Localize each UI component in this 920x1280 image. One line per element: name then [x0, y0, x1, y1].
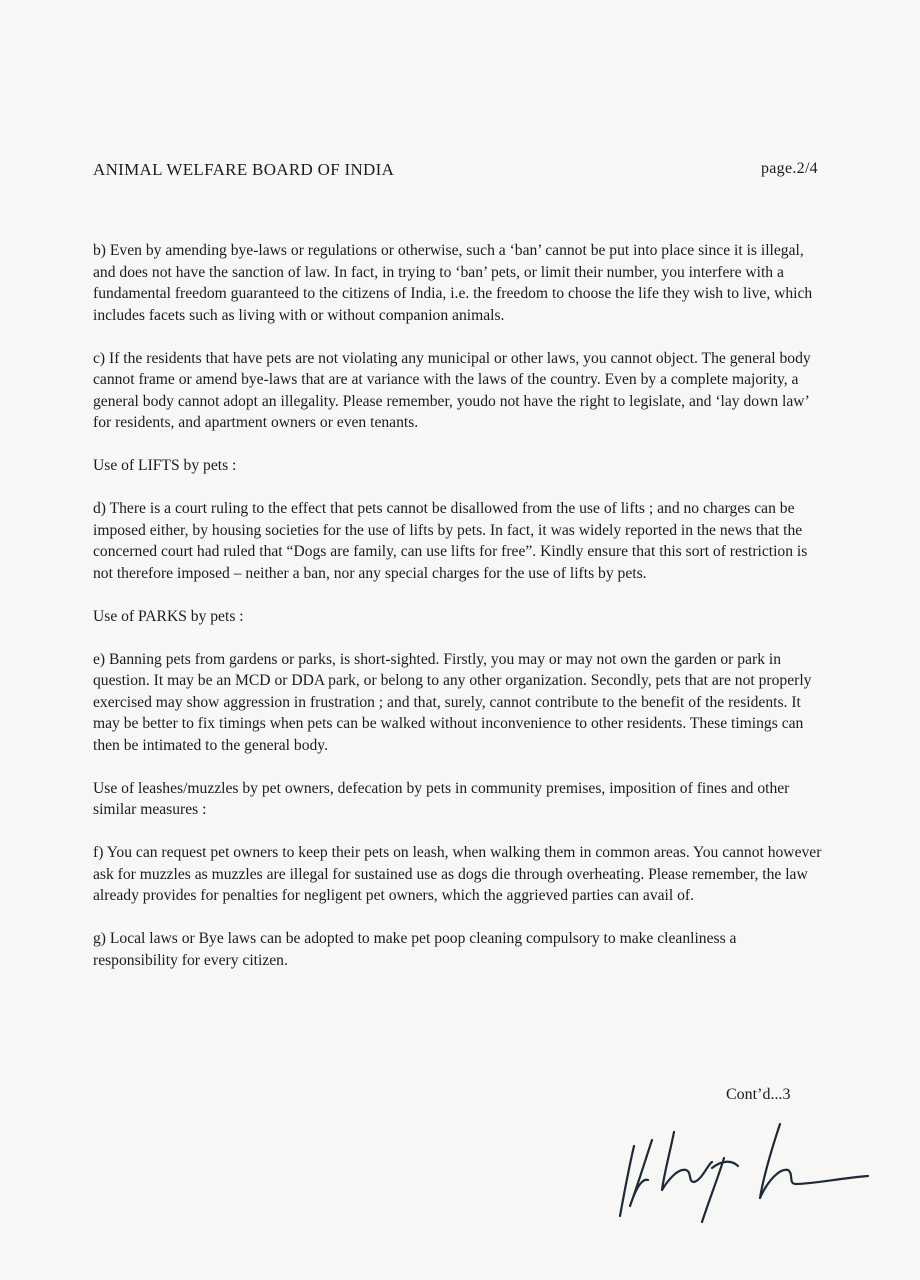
page-header — [93, 160, 818, 184]
paragraph-g: g) Local laws or Bye laws can be adopted to make pet poop cleaning compulsory to make cleanliness a responsibility for every citizen. — [93, 930, 737, 969]
organization-name: ANIMAL WELFARE BOARD OF INDIA — [93, 160, 395, 179]
continued-note: Cont’d...3 — [726, 1086, 791, 1103]
paragraph-c: c) If the residents that have pets are not violating any municipal or other laws, you cannot object. The general body cannot frame or amend bye-laws that are at variance with the laws of the country. Even by a complete majority, a general body cannot adopt an illegality. Please remember, youdo not have the right to legislate, and ‘lay down law’ for residents, and apartment owners or even tenants. — [93, 349, 811, 431]
letter-body — [93, 240, 825, 993]
paragraph-d: d) There is a court ruling to the effect that pets cannot be disallowed from the use of lifts ; and no charges can be imposed either, by housing societies for the use of lifts by pets. In fact, it was widely reported in the news that the concerned court had ruled that “Dogs are family, can use lifts for free”. Kindly ensure that this sort of restriction is not therefore imposed – neither a ban, nor any special charges for the use of lifts by pets. — [93, 500, 808, 582]
handwritten-signature — [612, 1118, 872, 1228]
section-heading-parks: Use of PARKS by pets : — [93, 607, 244, 625]
paragraph-e: e) Banning pets from gardens or parks, is short-sighted. Firstly, you may or may not own the garden or park in question. It may be an MCD or DDA park, or belong to any other organization. Secondly, pets that are not properly exercised may show aggression in frustration ; and that, surely, cannot contribute to the benefit of the residents. It may be better to fix timings when pets can be walked without inconvenience to other residents. These timings can then be intimated to the general body. — [93, 650, 812, 754]
paragraph-f: f) You can request pet owners to keep their pets on leash, when walking them in common areas. You cannot however ask for muzzles as muzzles are illegal for sustained use as dogs die through overheating. Please remember, the law already provides for penalties for negligent pet owners, which the aggrieved parties can avail of. — [93, 844, 822, 904]
section-heading-leashes: Use of leashes/muzzles by pet owners, defecation by pets in community premises, imposition of fines and other similar measures : — [93, 779, 790, 818]
paragraph-b: b) Even by amending bye-laws or regulations or otherwise, such a ‘ban’ cannot be put into place since it is illegal, and does not have the sanction of law. In fact, in trying to ‘ban’ pets, or limit their number, you interfere with a fundamental freedom guaranteed to the citizens of India, i.e. the freedom to choose the life they wish to live, which includes facets such as living with or without companion animals. — [93, 242, 813, 324]
section-heading-lifts: Use of LIFTS by pets : — [93, 457, 237, 474]
page-number: page.2/4 — [760, 160, 818, 177]
